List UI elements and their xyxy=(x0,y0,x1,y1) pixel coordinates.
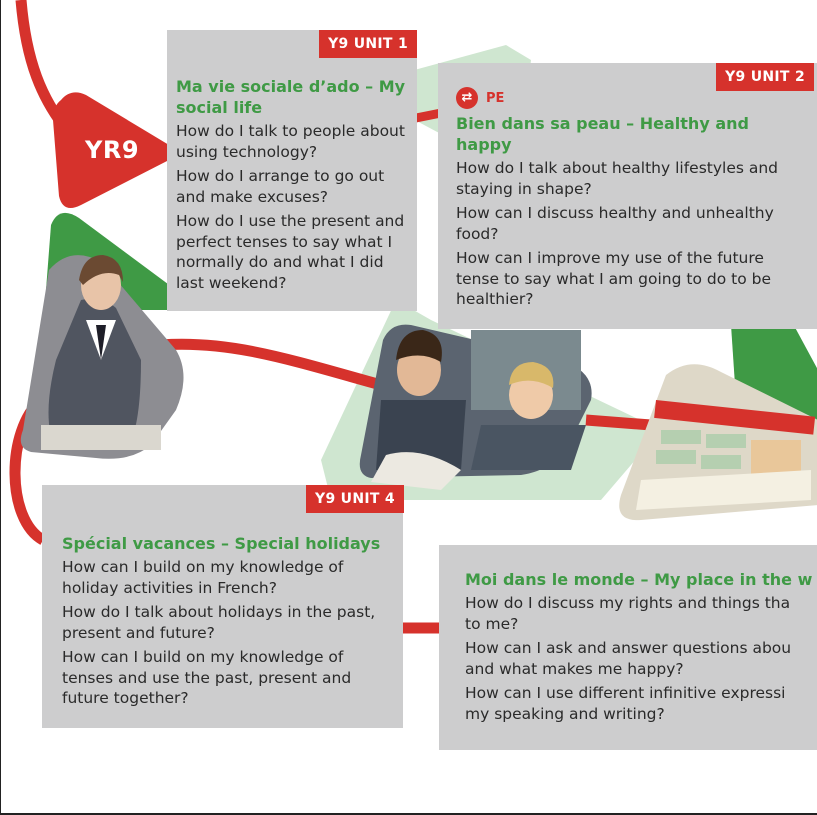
subject-link xyxy=(456,87,504,109)
unit-question: and what makes me happy? xyxy=(465,659,684,678)
unit-question: How do I use the present and perfect tenses to say what I normally do and what I did last weekend? xyxy=(176,212,405,292)
unit-question: How do I talk about holidays in the past, present and future? xyxy=(62,603,376,642)
unit-question: How can I build on my knowledge of holiday activities in French? xyxy=(62,558,344,597)
photo-two-boys xyxy=(360,325,592,490)
roadmap-path xyxy=(161,344,381,385)
year-badge: YR9 xyxy=(85,136,140,164)
unit-card-5 xyxy=(439,545,817,750)
unit-tag-4: Y9 UNIT 4 xyxy=(306,485,404,513)
unit-question: How can I use different infinitive expressi xyxy=(465,684,786,702)
unit-card-4 xyxy=(42,485,403,728)
unit-question: How can I ask and answer questions abou xyxy=(465,639,792,657)
unit-title-5: Moi dans le monde – My place in the w xyxy=(465,570,813,589)
swap-arrows-icon: ⇄ xyxy=(456,87,478,109)
unit-question: How do I arrange to go out and make excuses? xyxy=(176,167,385,206)
unit-question: How do I talk about healthy lifestyles and staying in shape? xyxy=(456,159,779,198)
unit-card-1 xyxy=(167,30,417,311)
unit-title-1: Ma vie sociale d’ado – My social life xyxy=(176,77,406,117)
unit-tag-2: Y9 UNIT 2 xyxy=(716,63,814,91)
unit-question: How do I discuss my rights and things tha xyxy=(465,594,791,612)
unit-question: to me? xyxy=(465,614,519,633)
unit-question: How can I build on my knowledge of tenses and use the past, present and future together? xyxy=(62,648,352,707)
unit-title-2: Bien dans sa peau – Healthy and happy xyxy=(456,114,749,154)
unit-title-4: Spécial vacances – Special holidays xyxy=(62,534,381,553)
unit-question: How can I discuss healthy and unhealthy food? xyxy=(456,204,774,243)
roadmap-path xyxy=(586,420,651,425)
subject-link-label: PE xyxy=(486,90,505,106)
unit-question: How do I talk to people about using technology? xyxy=(176,122,405,161)
unit-question: How can I improve my use of the future tense to say what I am going to do to be healthier? xyxy=(456,249,771,308)
unit-question: my speaking and writing? xyxy=(465,704,665,723)
unit-tag-1: Y9 UNIT 1 xyxy=(319,30,417,58)
